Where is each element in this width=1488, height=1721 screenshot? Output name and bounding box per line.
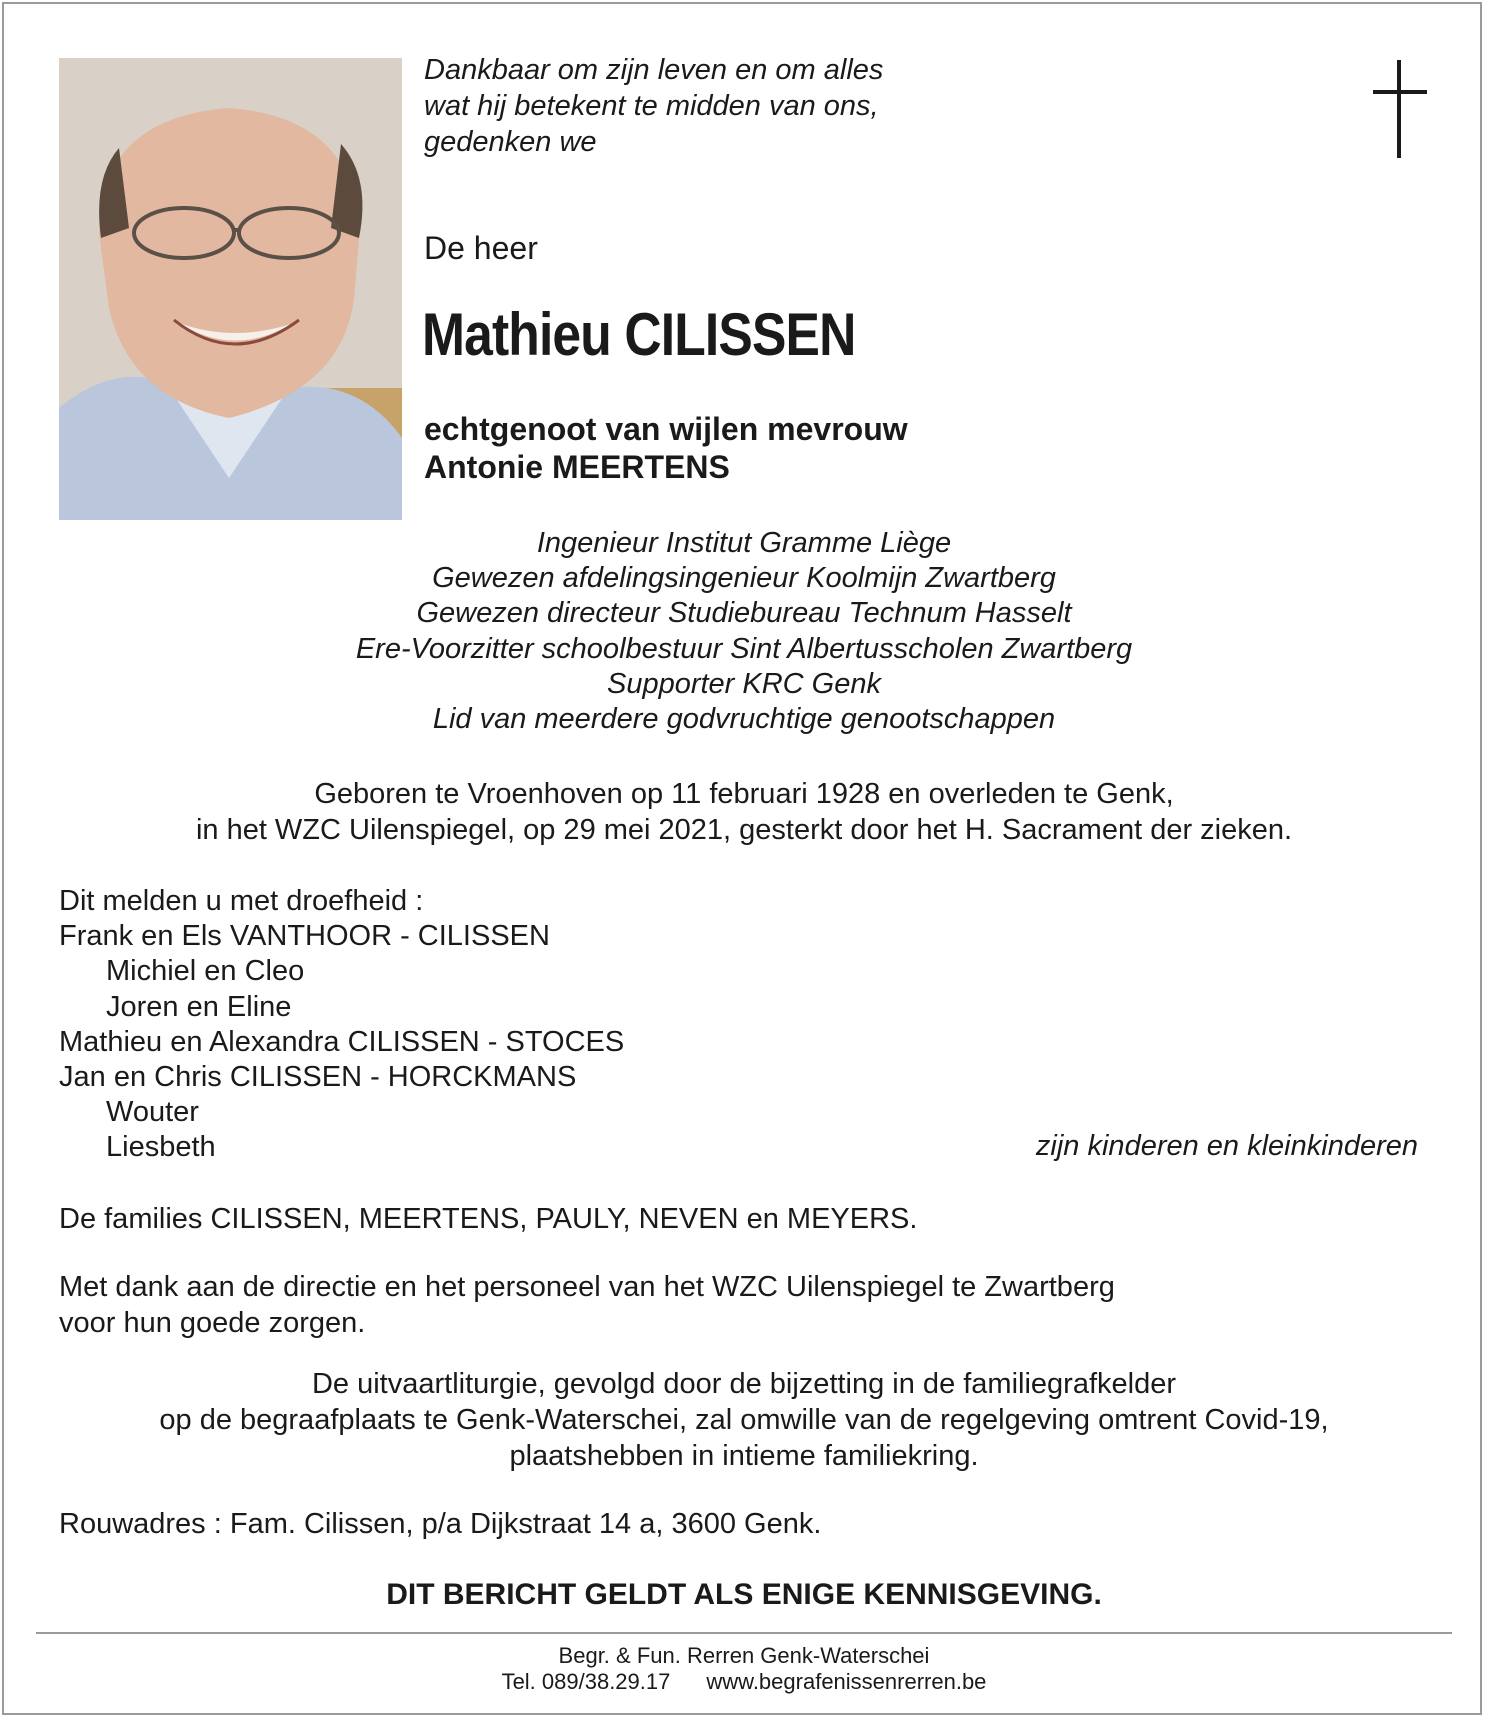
undertaker-contact bbox=[0, 1669, 1488, 1695]
funeral-line: plaatshebben in intieme familiekring. bbox=[509, 1440, 979, 1472]
announcement-intro: Dit melden u met droefheid : bbox=[59, 885, 424, 917]
thanks-line: Met dank aan de directie en het personeel van het WZC Uilenspiegel te Zwartberg bbox=[59, 1271, 1115, 1303]
birth-line: Geboren te Vroenhoven op 11 februari 1928 en overleden te Genk, bbox=[314, 778, 1174, 810]
intro-verse bbox=[424, 52, 883, 160]
title-line: Gewezen directeur Studiebureau Technum Hasselt bbox=[416, 597, 1072, 630]
title-line: Lid van meerdere godvruchtige genootschappen bbox=[432, 703, 1056, 736]
salutation: De heer bbox=[424, 230, 538, 266]
titles-list bbox=[0, 526, 1488, 737]
title-line: Ingenieur Institut Gramme Liège bbox=[536, 527, 952, 559]
title-line: Supporter KRC Genk bbox=[606, 667, 881, 700]
grandchild: Joren en Eline bbox=[106, 990, 292, 1023]
title-line: Ere-Voorzitter schoolbestuur Sint Albertusscholen Zwartberg bbox=[355, 632, 1133, 665]
cross-icon bbox=[1371, 60, 1431, 160]
family-member: Frank en Els VANTHOOR - CILISSEN bbox=[59, 920, 550, 953]
funeral-line: op de begraafplaats te Genk-Waterschei, zal omwille van de regelgeving omtrent Covid-19, bbox=[159, 1404, 1329, 1436]
undertaker-name: Begr. & Fun. Rerren Genk-Waterschei bbox=[558, 1643, 930, 1668]
grandchild: Michiel en Cleo bbox=[106, 955, 305, 988]
undertaker-website: www.begrafenissenrerren.be bbox=[706, 1669, 987, 1694]
family-member: Jan en Chris CILISSEN - HORCKMANS bbox=[59, 1061, 577, 1094]
extended-families: De families CILISSEN, MEERTENS, PAULY, NEVEN en MEYERS. bbox=[59, 1203, 918, 1235]
spouse-line: echtgenoot van wijlen mevrouw bbox=[424, 411, 908, 447]
announcement-list bbox=[59, 884, 624, 1166]
spouse-block bbox=[424, 410, 908, 486]
children-label: zijn kinderen en kleinkinderen bbox=[1035, 1130, 1418, 1162]
grandchild: Wouter bbox=[106, 1096, 199, 1129]
intro-line: Dankbaar om zijn leven en om alles bbox=[424, 54, 884, 86]
funeral-line: De uitvaartliturgie, gevolgd door de bijzetting in de familiegrafkelder bbox=[311, 1368, 1177, 1400]
death-line: in het WZC Uilenspiegel, op 29 mei 2021, gesterkt door het H. Sacrament der zieken. bbox=[195, 814, 1293, 846]
thanks-note bbox=[59, 1269, 1115, 1341]
undertaker-phone: Tel. 089/38.29.17 bbox=[501, 1669, 671, 1694]
spouse-name: Antonie MEERTENS bbox=[424, 449, 730, 485]
footer-divider bbox=[36, 1632, 1452, 1634]
mourning-address: Rouwadres : Fam. Cilissen, p/a Dijkstraat 14 a, 3600 Genk. bbox=[59, 1508, 822, 1540]
intro-line: wat hij betekent te midden van ons, bbox=[424, 90, 879, 122]
deceased-name: Mathieu CILISSEN bbox=[422, 301, 856, 368]
thanks-line: voor hun goede zorgen. bbox=[59, 1307, 366, 1339]
notice-statement: DIT BERICHT GELDT ALS ENIGE KENNISGEVING. bbox=[386, 1578, 1102, 1611]
birth-death-info bbox=[0, 776, 1488, 848]
intro-line: gedenken we bbox=[424, 126, 597, 158]
family-member: Mathieu en Alexandra CILISSEN - STOCES bbox=[59, 1025, 625, 1058]
portrait-photo bbox=[59, 58, 402, 520]
funeral-info bbox=[0, 1366, 1488, 1474]
title-line: Gewezen afdelingsingenieur Koolmijn Zwartberg bbox=[432, 562, 1056, 595]
grandchild: Liesbeth bbox=[106, 1131, 216, 1164]
